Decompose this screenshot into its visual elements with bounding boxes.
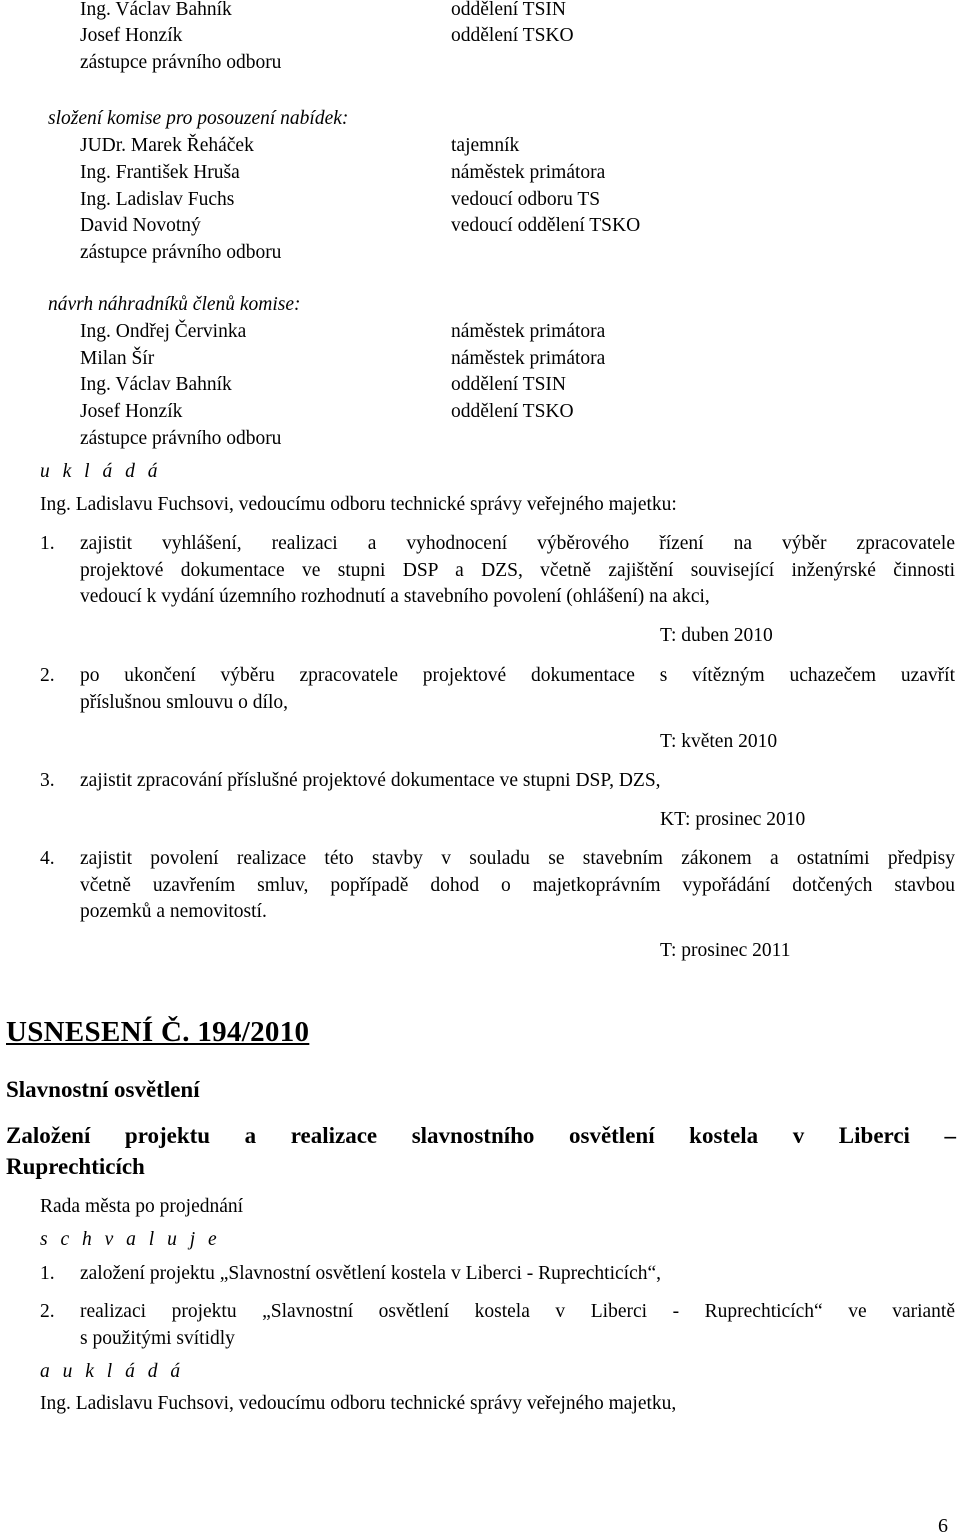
committee-name-2: Ing. František Hruša	[80, 162, 240, 183]
task-4-deadline: T: prosinec 2011	[660, 940, 791, 961]
committee-name-3: Ing. Ladislav Fuchs	[80, 189, 235, 210]
committee-heading: složení komise pro posouzení nabídek:	[48, 108, 349, 129]
task-1-line-3: vedoucí k vydání územního rozhodnutí a stavebního povolení (ohlášení) na akci,	[80, 586, 710, 607]
task-2-number: 2.	[40, 665, 55, 686]
approve-item-1-number: 1.	[40, 1263, 55, 1284]
committee-name-4: David Novotný	[80, 215, 201, 236]
committee-name-1: JUDr. Marek Řeháček	[80, 135, 254, 156]
task-4-line-1: zajistit povolení realizace této stavby v souladu se stavebním zákonem a ostatními předpisy	[80, 848, 955, 869]
task-4-number: 4.	[40, 848, 55, 869]
uklada-addressee: Ing. Ladislavu Fuchsovi, vedoucímu odboru technické správy veřejného majetku:	[40, 494, 677, 515]
committee-name-5: zástupce právního odboru	[80, 242, 282, 263]
approve-item-1-line-1: založení projektu „Slavnostní osvětlení kostela v Liberci - Ruprechticích“,	[80, 1263, 662, 1284]
resolution-intro: Rada města po projednání	[40, 1196, 244, 1217]
task-4-line-3: pozemků a nemovitostí.	[80, 901, 267, 922]
task-2-text	[80, 663, 955, 716]
approve-item-2-text	[80, 1299, 955, 1352]
task-1-line-1: zajistit vyhlášení, realizaci a vyhodnocení výběrového řízení na výběr zpracovatele	[80, 533, 955, 554]
approve-item-2-line-2: s použitými svítidly	[80, 1327, 235, 1349]
uklada-verb-2: a u k l á d á	[40, 1361, 185, 1382]
resolution-title: USNESENÍ Č. 194/2010	[6, 1016, 310, 1048]
committee-role-2: náměstek primátora	[451, 162, 606, 183]
top-name-3: zástupce právního odboru	[80, 52, 282, 73]
substitute-role-1: náměstek primátora	[451, 321, 606, 342]
approve-item-1-text	[80, 1261, 955, 1288]
task-4-line-2: včetně uzavřením smluv, popřípadě dohod o majetkoprávním vypořádání dotčených stavbou	[80, 874, 955, 896]
task-2-line-1: po ukončení výběru zpracovatele projektové dokumentace s vítězným uchazečem uzavřít	[80, 665, 955, 686]
committee-role-4: vedoucí oddělení TSKO	[451, 215, 641, 236]
resolution-heading-line-2: Ruprechticích	[6, 1154, 145, 1179]
substitute-name-1: Ing. Ondřej Červinka	[80, 321, 247, 342]
task-2-line-2: příslušnou smlouvu o dílo,	[80, 691, 289, 713]
resolution-addressee: Ing. Ladislavu Fuchsovi, vedoucímu odboru technické správy veřejného majetku,	[40, 1393, 677, 1414]
task-1-text	[80, 531, 955, 611]
substitute-role-2: náměstek primátora	[451, 348, 606, 369]
top-role-2: oddělení TSKO	[451, 25, 574, 46]
resolution-heading-line-1: Založení projektu a realizace slavnostního osvětlení kostela v Liberci –	[6, 1123, 956, 1148]
top-role-1: oddělení TSIN	[451, 0, 567, 20]
approve-item-2-line-1: realizaci projektu „Slavnostní osvětlení kostela v Liberci - Ruprechticích“ ve variantě	[80, 1301, 955, 1322]
page-number: 6	[938, 1515, 948, 1537]
substitute-name-2: Milan Šír	[80, 348, 155, 369]
top-name-1: Ing. Václav Bahník	[80, 0, 232, 20]
substitute-role-4: oddělení TSKO	[451, 401, 574, 422]
task-3-deadline: KT: prosinec 2010	[660, 809, 806, 830]
approve-item-2-number: 2.	[40, 1301, 55, 1322]
task-3-number: 3.	[40, 770, 55, 791]
task-1-line-2: projektové dokumentace ve stupni DSP a DZS, včetně zajištění související inženýrské činnosti	[80, 559, 955, 581]
substitutes-heading: návrh náhradníků členů komise:	[48, 294, 301, 315]
task-1-number: 1.	[40, 533, 55, 554]
substitute-name-3: Ing. Václav Bahník	[80, 374, 232, 395]
approves-verb: s c h v a l u j e	[40, 1229, 221, 1250]
resolution-heading	[6, 1120, 956, 1182]
task-1-deadline: T: duben 2010	[660, 625, 773, 646]
substitute-role-3: oddělení TSIN	[451, 374, 567, 395]
substitute-name-4: Josef Honzík	[80, 401, 183, 422]
task-4-text	[80, 846, 955, 926]
committee-role-1: tajemník	[451, 135, 520, 156]
task-3-line-1: zajistit zpracování příslušné projektové dokumentace ve stupni DSP, DZS,	[80, 770, 661, 791]
uklada-verb: u k l á d á	[40, 461, 162, 482]
resolution-subject: Slavnostní osvětlení	[6, 1077, 200, 1102]
top-name-2: Josef Honzík	[80, 25, 183, 46]
task-3-text	[80, 768, 955, 795]
committee-role-3: vedoucí odboru TS	[451, 189, 601, 210]
task-2-deadline: T: květen 2010	[660, 731, 778, 752]
substitute-name-5: zástupce právního odboru	[80, 428, 282, 449]
